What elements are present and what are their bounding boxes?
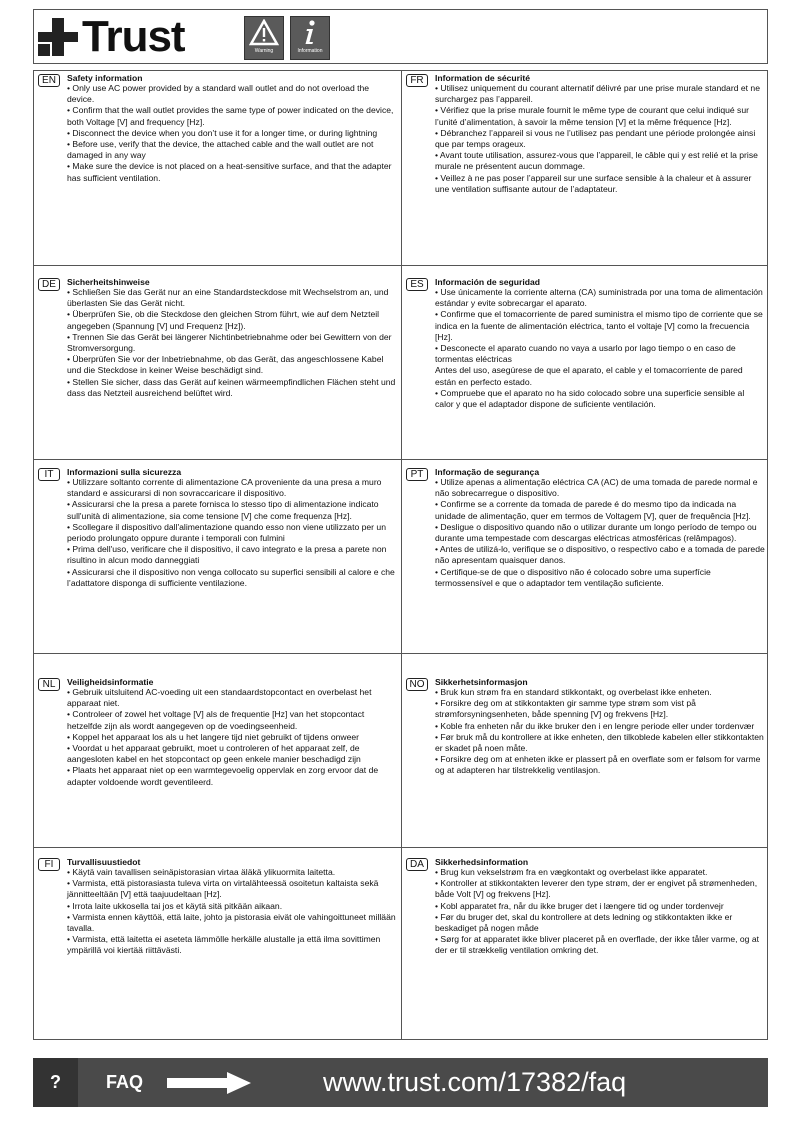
- section-no: [402, 675, 769, 847]
- list-item: • Utilisez uniquement du courant alternatif délivré par une prise murale standard et ne surchargez pas l’appareil.: [435, 83, 760, 105]
- language-badge-da: DA: [406, 858, 428, 871]
- list-item: • Vérifiez que la prise murale fournit le même type de courant que celui indiqué sur l’unité d’alimentation, à savoir la même tension [V] et la même fréquence [Hz].: [435, 105, 749, 127]
- list-item: • Scollegare il dispositivo dall'alimentazione quando esso non viene utilizzato per un periodo prolungato oppure durante i temporali con fulmini: [67, 521, 386, 544]
- section-title: Sikkerhedsinformation: [435, 857, 529, 867]
- list-item: • Certifique-se de que o dispositivo não é colocado sobre uma superfície termossensível e que o adaptador tem ventilação suficiente.: [435, 566, 711, 588]
- list-item: • Plaats het apparaat niet op een warmtegevoelig oppervlak en zorg ervoor dat de adapter voldoende wordt geventileerd.: [67, 765, 379, 787]
- list-item: • Før bruk må du kontrollere at ikke enheten, den tilkoblede kabelen eller stikkontakten er skadet på noen måte.: [435, 731, 764, 754]
- information-caption: Information: [297, 48, 323, 54]
- language-badge-pt: PT: [406, 468, 428, 481]
- list-item: • Varmista, että pistorasiasta tuleva virta on virtalähteessä osoitetun kaltaista sekä jännitteeltään [V] että taajuudeltaan [Hz].: [67, 878, 379, 900]
- section-title: Informação de segurança: [435, 467, 540, 477]
- section-title: Veiligheidsinformatie: [67, 677, 154, 687]
- list-item: • Desligue o dispositivo quando não o utilizar durante um longo período de tempo ou durante uma tempestade com descargas eléctricas atmosféricas (relâmpagos).: [435, 521, 757, 544]
- list-item: • Veillez à ne pas poser l’appareil sur une surface sensible à la chaleur et à assurer une ventilation suffisante autour de l’adaptateur.: [435, 172, 752, 194]
- arrow-right-icon: [165, 1071, 255, 1100]
- list-item: • Prima dell'uso, verificare che il dispositivo, il cavo integrato e la presa a parete non risultino in alcun modo danneggiati: [67, 544, 387, 566]
- language-badge-de: DE: [38, 278, 60, 291]
- list-item: • Überprüfen Sie vor der Inbetriebnahme, ob das Gerät, das angeschlossene Kabel und die Steckdose in keiner Weise beschädigt sind.: [67, 354, 384, 376]
- safety-grid: [33, 70, 768, 1040]
- faq-footer: [33, 1058, 768, 1107]
- list-item: • Stellen Sie sicher, dass das Gerät auf keinen wärmeempfindlichen Flächen steht und dass das Netzteil ausreichend belüftet wird.: [67, 376, 396, 398]
- section-title: Turvallisuustiedot: [67, 857, 141, 867]
- warning-icon: [244, 16, 284, 60]
- language-badge-en: EN: [38, 74, 60, 87]
- section-it: [34, 465, 401, 653]
- list-item: • Forsikre deg om at stikkontakten gir samme type strøm som vist på strømforsyningsenheten, både spenning [V] og frekvens [Hz].: [435, 698, 696, 720]
- list-item: Antes del uso, asegúrese de que el aparato, el cable y el tomacorriente de pared están en perfecto estado.: [435, 365, 743, 387]
- section-pt: [402, 465, 769, 653]
- section-fr: [402, 71, 769, 265]
- list-item: • Käytä vain tavallisen seinäpistorasian virtaa äläkä ylikuormita laitetta.: [67, 867, 336, 877]
- section-title: Informazioni sulla sicurezza: [67, 467, 182, 477]
- faq-label: FAQ: [106, 1072, 144, 1092]
- language-badge-it: IT: [38, 468, 60, 481]
- section-title: Information de sécurité: [435, 73, 531, 83]
- faq-url-link[interactable]: www.trust.com/17382/faq: [323, 1067, 627, 1097]
- list-item: • Disconnect the device when you don’t use it for a longer time, or during lightning: [67, 127, 378, 138]
- list-item: • Utilizzare soltanto corrente di alimentazione CA proveniente da una presa a muro standard e assicurarsi di non sovraccaricare il dispositivo.: [67, 477, 382, 499]
- section-es: [402, 275, 769, 459]
- language-badge-fi: FI: [38, 858, 60, 871]
- list-item: • Forsikre deg om at enheten ikke er plassert på en overflate som er følsom for varme og at adapteren har tilstrekkelig ventilasjon.: [435, 754, 761, 776]
- brand-name: Trust: [82, 12, 185, 61]
- list-item: • Varmista ennen käyttöä, että laite, johto ja pistorasia eivät ole vahingoittuneet millään tavalla.: [67, 911, 396, 934]
- list-item: • Koppel het apparaat los als u het langere tijd niet gebruikt of tijdens onweer: [67, 731, 360, 742]
- list-item: • Compruebe que el aparato no ha sido colocado sobre una superficie sensible al calor y que el adaptador dispone de suficiente ventilación.: [435, 387, 745, 410]
- language-badge-nl: NL: [38, 678, 60, 691]
- list-item: • Før du bruger det, skal du kontrollere at dets ledning og stikkontakten ikke er beskadiget på nogen måde: [435, 911, 733, 934]
- list-item: • Débranchez l’appareil si vous ne l’utilisez pas pendant une période prolongée ainsi que par temps orageux.: [435, 127, 756, 150]
- warning-caption: Warning: [254, 48, 274, 54]
- section-title: Sikkerhetsinformasjon: [435, 677, 528, 687]
- list-item: • Varmista, että laitetta ei aseteta lämmölle herkälle alustalle ja että ilma sovittimen ympärillä voi kiertää riittävästi.: [67, 934, 381, 956]
- list-item: • Use únicamente la corriente alterna (CA) suministrada por una toma de alimentación estándar y evite sobrecargar el aparato.: [435, 287, 763, 309]
- list-item: • Gebruik uitsluitend AC-voeding uit een standaardstopcontact en overbelast het apparaat niet.: [67, 687, 372, 709]
- list-item: • Make sure the device is not placed on a heat-sensitive surface, and that the adapter has sufficient ventilation.: [67, 161, 392, 183]
- list-item: • Koble fra enheten når du ikke bruker den i en lengre periode eller under tordenvær: [435, 720, 755, 731]
- language-badge-fr: FR: [406, 74, 428, 87]
- language-badge-no: NO: [406, 678, 428, 691]
- section-de: [34, 275, 401, 459]
- list-item: • Trennen Sie das Gerät bei längerer Nichtinbetriebnahme oder bei Gewittern von der Stromversorgung.: [67, 331, 392, 354]
- page-header: [33, 9, 768, 64]
- question-mark-badge: ?: [33, 1058, 78, 1107]
- trust-logo: [38, 12, 185, 62]
- list-item: • Kobl apparatet fra, når du ikke bruger det i længere tid og under tordenvejr: [435, 900, 724, 911]
- list-item: • Utilize apenas a alimentação eléctrica CA (AC) de uma tomada de parede normal e não sobrecarregue o dispositivo.: [435, 477, 758, 499]
- list-item: • Only use AC power provided by a standard wall outlet and do not overload the device.: [67, 83, 370, 105]
- section-fi: [34, 855, 401, 1039]
- section-da: [402, 855, 769, 1039]
- section-title: Sicherheitshinweise: [67, 277, 150, 287]
- section-nl: [34, 675, 401, 847]
- list-item: • Brug kun vekselstrøm fra en vægkontakt og overbelast ikke apparatet.: [435, 867, 708, 877]
- information-icon: [290, 16, 330, 60]
- list-item: • Desconecte el aparato cuando no vaya a usarlo por lago tiempo o en caso de tormentas eléctricas: [435, 343, 736, 365]
- section-en: [34, 71, 401, 265]
- list-item: • Avant toute utilisation, assurez-vous que l’appareil, le câble qui y est relié et la prise murale ne présentent aucun dommage.: [435, 150, 758, 172]
- list-item: • Kontroller at stikkontakten leverer den type strøm, der er engivet på strømenheden, både Volt [V] og frekvens [Hz].: [435, 878, 758, 900]
- list-item: • Before use, verify that the device, the attached cable and the wall outlet are not damaged in any way: [67, 139, 374, 161]
- list-item: • Sørg for at apparatet ikke bliver placeret på en overflade, der ikke tåler varme, og at der er til strækkelig ventilation omkring det.: [435, 934, 760, 956]
- list-item: • Confirme que el tomacorriente de pared suministra el mismo tipo de corriente que se indica en la fuente de alimentación eléctrica, tanto el voltaje [V] como la frecuencia [Hz].: [435, 309, 763, 342]
- list-item: • Confirm that the wall outlet provides the same type of power indicated on the device, both Voltage [V] and frequency [Hz].: [67, 105, 394, 127]
- list-item: • Schließen Sie das Gerät nur an eine Standardsteckdose mit Wechselstrom an, und überlasten Sie das Gerät nicht.: [67, 287, 389, 309]
- list-item: • Assicurarsi che il dispositivo non venga collocato su superfici sensibili al calore e che l’adattatore disponga di sufficiente ventilazione.: [67, 566, 395, 588]
- list-item: • Bruk kun strøm fra en standard stikkontakt, og overbelast ikke enheten.: [435, 687, 712, 697]
- list-item: • Voordat u het apparaat gebruikt, moet u controleren of het apparaat zelf, de aangesloten kabel en het stopcontact op geen enkele manier beschadigd zijn: [67, 743, 361, 765]
- list-item: • Controleer of zowel het voltage [V] als de frequentie [Hz] van het stopcontact hetzelfde zijn als wordt aangegeven op de voedingseenheid.: [67, 709, 365, 731]
- list-item: • Überprüfen Sie, ob die Steckdose den gleichen Strom führt, wie auf dem Netzteil angegeben (Spannung [V] und Frequenz [Hz]).: [67, 309, 380, 331]
- list-item: • Irrota laite ukkosella tai jos et käytä sitä pitkään aikaan.: [67, 900, 283, 911]
- section-title: Safety information: [67, 73, 143, 83]
- list-item: • Assicurarsi che la presa a parete fornisca lo stesso tipo di alimentazione indicato sull'unità di alimentazione, sia come tensione [V] che come frequenza [Hz].: [67, 499, 379, 521]
- section-title: Información de seguridad: [435, 277, 541, 287]
- list-item: • Confirme se a corrente da tomada de parede é do mesmo tipo da indicada na unidade de alimentação, quer em termos de Voltagem [V], quer de frequência [Hz].: [435, 499, 751, 521]
- list-item: • Antes de utilizá-lo, verifique se o dispositivo, o respectivo cabo e a tomada de parede não apresentam quaisquer danos.: [435, 544, 765, 566]
- trust-logo-mark-icon: [38, 18, 80, 56]
- language-badge-es: ES: [406, 278, 428, 291]
